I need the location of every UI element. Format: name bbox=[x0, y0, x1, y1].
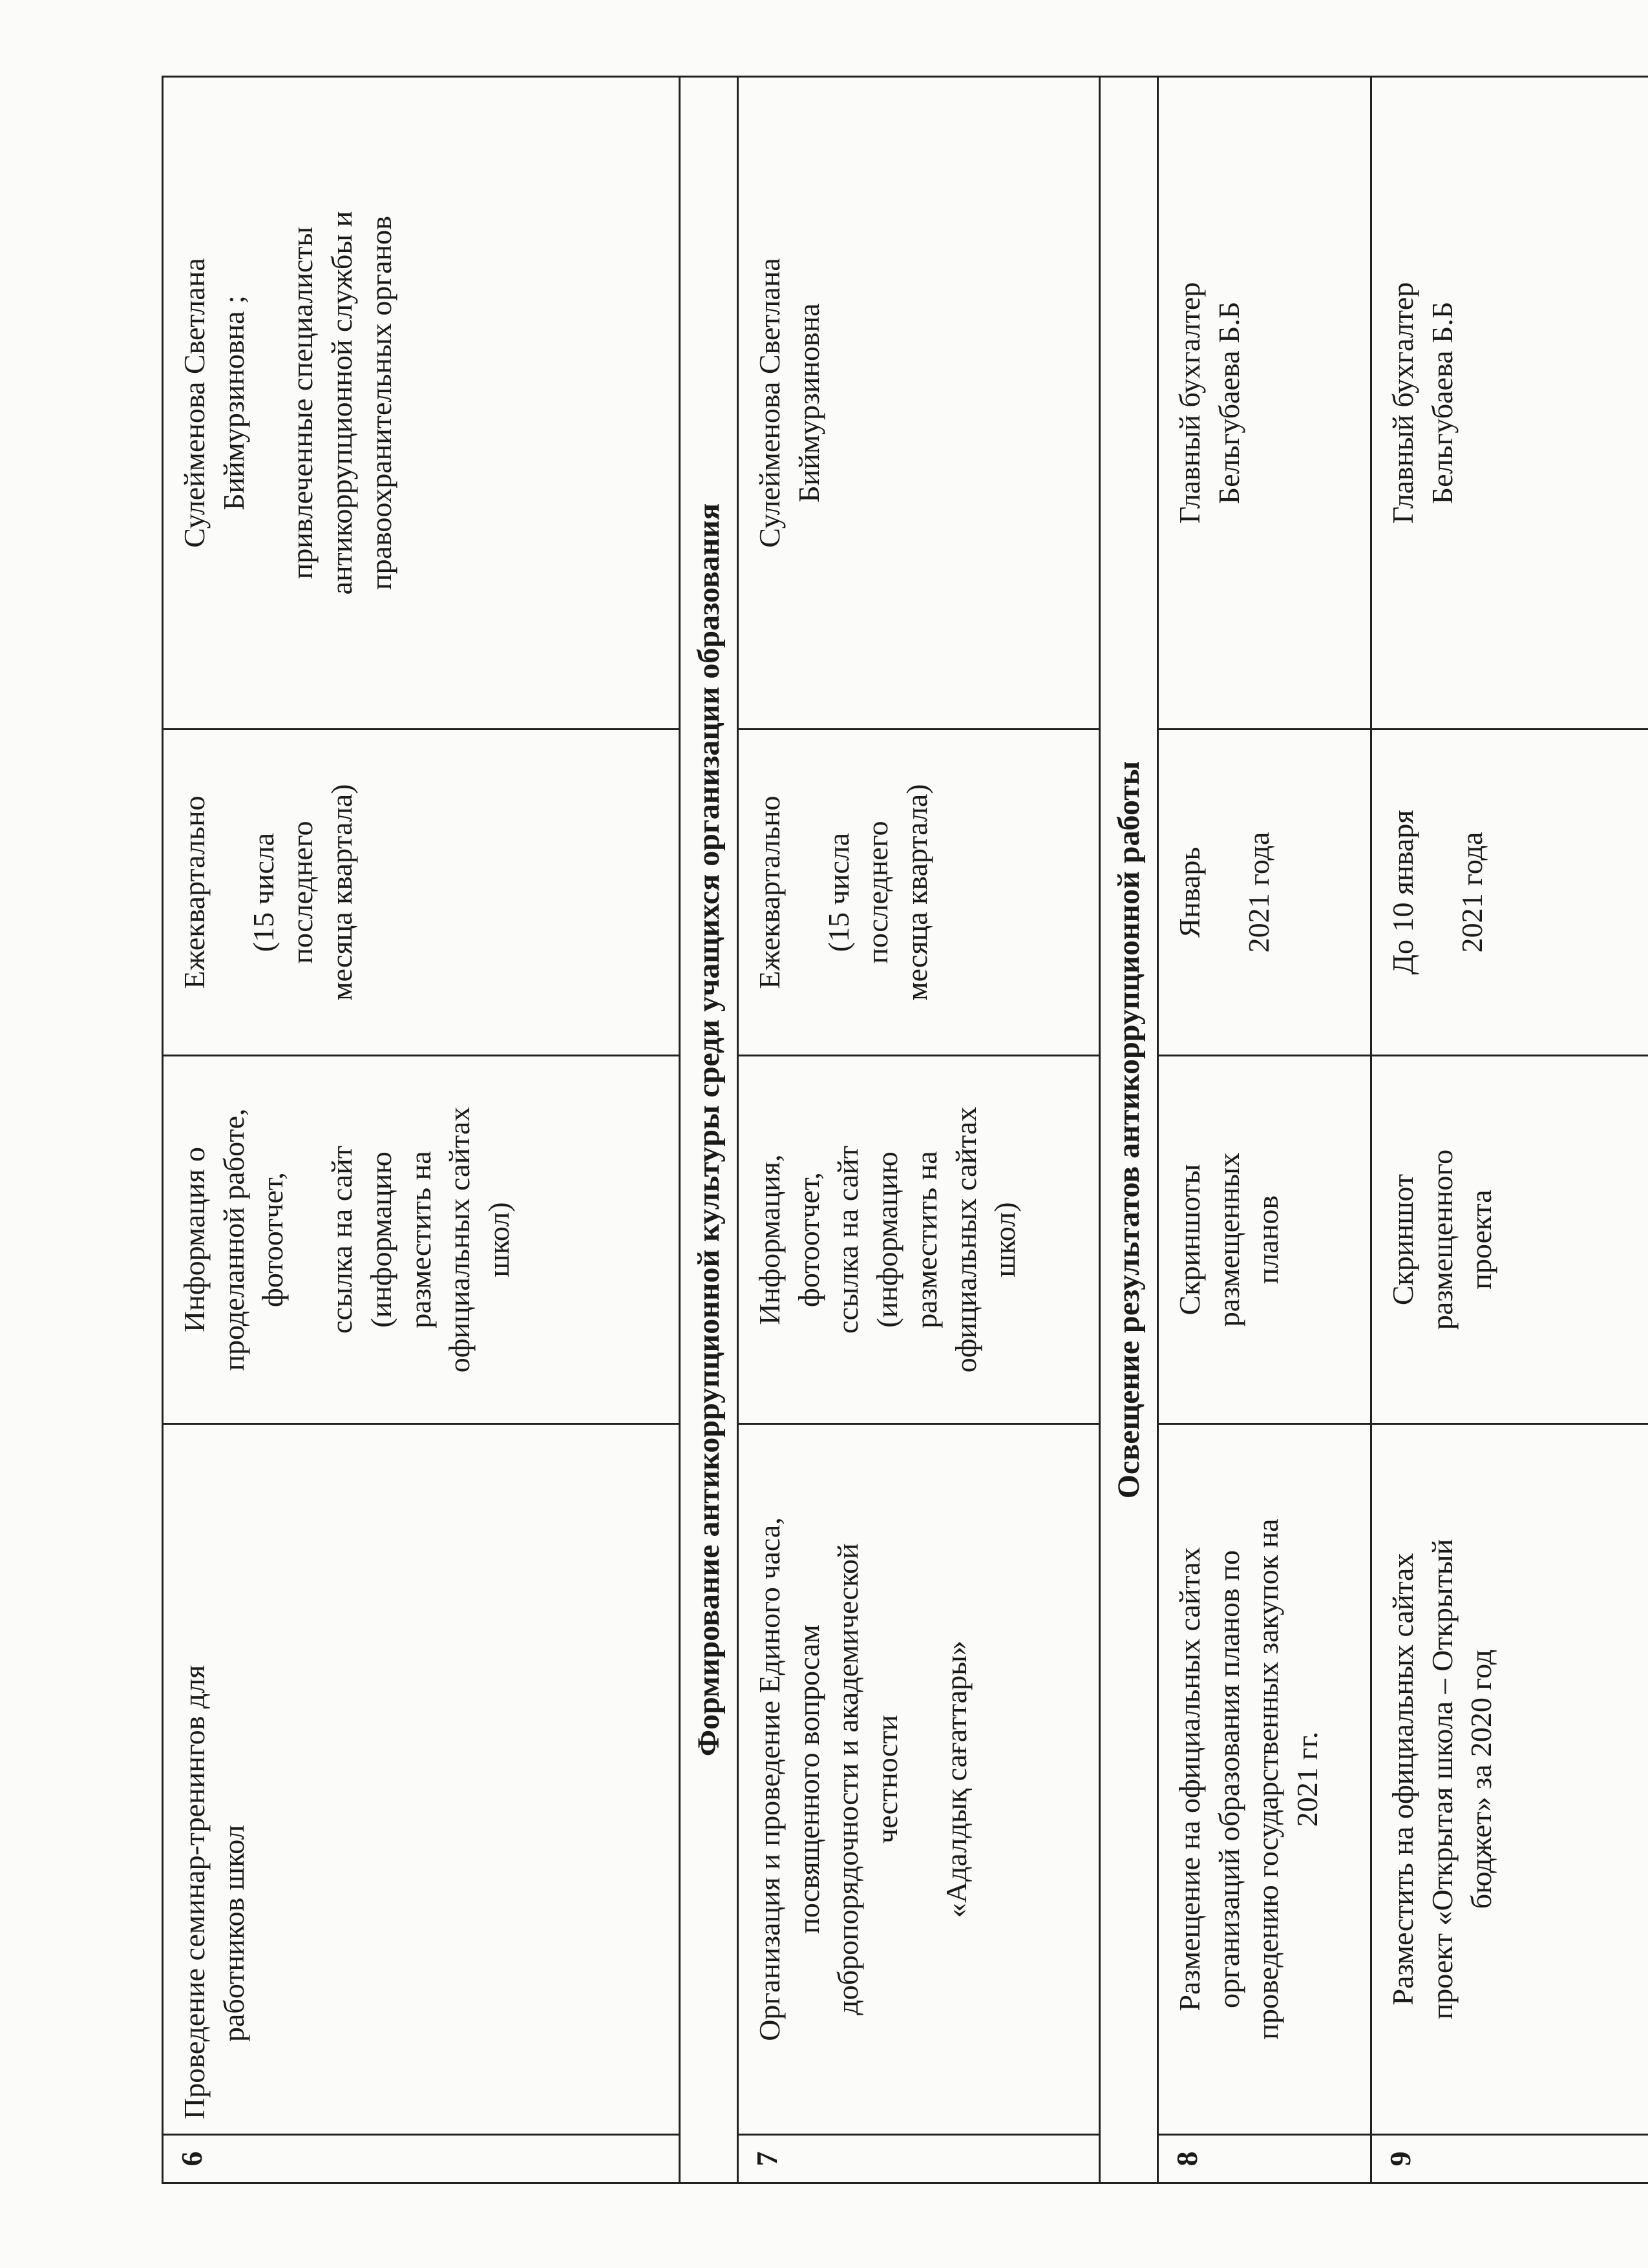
event-cell: Разместить на официальных сайтах проект «Открытая школа – Открытый бюджет» за 2020 год bbox=[1371, 1424, 1648, 2135]
deadline-cell: Ежеквартально (15 числа последнего месяца квартала) bbox=[163, 730, 680, 1056]
deadline-cell: Ежеквартально (15 числа последнего месяца квартала) bbox=[738, 730, 1100, 1056]
table-row-8 bbox=[1158, 77, 1371, 2183]
responsible-cell: Главный бухгалтер Бельгубаева Б.Б bbox=[1158, 77, 1371, 730]
table-row-7 bbox=[738, 77, 1100, 2183]
table-row-9 bbox=[1371, 77, 1648, 2183]
row-number: 9 bbox=[1371, 2135, 1648, 2183]
deadline-cell: Январь 2021 года bbox=[1158, 730, 1371, 1056]
anticorruption-plan-table bbox=[162, 76, 1648, 2184]
completion-form-cell: Информация о проделанной работе, фотоотчет, ссылка на сайт (информацию разместить на официальных сайтах школ) bbox=[163, 1056, 680, 1424]
table-row-6 bbox=[163, 77, 680, 2183]
responsible-cell: Сулейменова Светлана Биймурзиновна ; привлеченные специалисты антикоррупционной службы и правоохранительных органов bbox=[163, 77, 680, 730]
row-number: 7 bbox=[738, 2135, 1100, 2183]
event-cell: Организация и проведение Единого часа, посвященного вопросам добропорядочности и академической честности «Адалдық сағаттары» bbox=[738, 1424, 1100, 2135]
row-number: 6 bbox=[163, 2135, 680, 2183]
section-header-row bbox=[680, 77, 738, 2183]
deadline-cell: До 10 января 2021 года bbox=[1371, 730, 1648, 1056]
section-title-culture: Формирование антикоррупционной культуры среди учащихся организации образования bbox=[680, 77, 738, 2183]
responsible-cell: Главный бухгалтер Бельгубаева Б.Б bbox=[1371, 77, 1648, 730]
section-title-coverage: Освещение результатов антикоррупционной работы bbox=[1100, 77, 1158, 2183]
rotated-table-wrapper bbox=[162, 78, 1648, 2184]
row-number: 8 bbox=[1158, 2135, 1371, 2183]
section-header-row bbox=[1100, 77, 1158, 2183]
event-cell: Проведение семинар-тренингов для работников школ bbox=[163, 1424, 680, 2135]
completion-form-cell: Скриншоты размещенных планов bbox=[1158, 1056, 1371, 1424]
responsible-cell: Сулейменова Светлана Биймурзиновна bbox=[738, 77, 1100, 730]
event-cell: Размещение на официальных сайтах организаций образования планов по проведению государственных закупок на 2021 гг. bbox=[1158, 1424, 1371, 2135]
completion-form-cell: Скриншот размещенного проекта bbox=[1371, 1056, 1648, 1424]
completion-form-cell: Информация, фотоотчет, ссылка на сайт (информацию разместить на официальных сайтах школ) bbox=[738, 1056, 1100, 1424]
